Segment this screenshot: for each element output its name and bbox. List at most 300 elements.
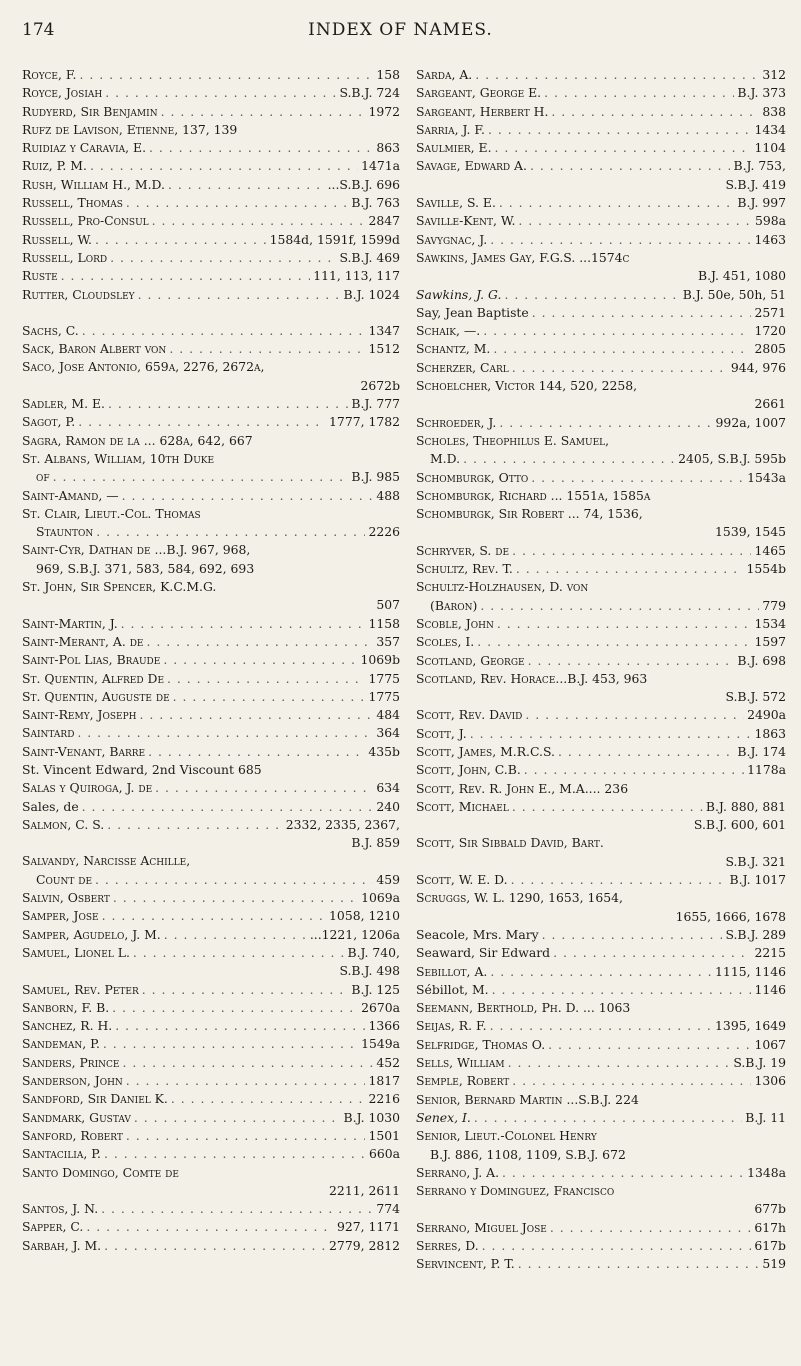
index-entry [22,1017,400,1035]
index-entry-ref: 488 [376,487,400,503]
index-entry-name: Sanderson, John [22,1073,123,1089]
index-entry-ref: 357 [376,633,400,649]
index-entry [416,889,786,926]
dot-leader [512,1072,751,1090]
index-entry [416,1072,786,1090]
index-column-right [416,66,786,1274]
index-entry-name: Samuel, Lionel L. [22,944,130,960]
index-entry-name: Salas y Quiroga, J. de [22,780,153,796]
index-entry-name: Ruste [22,268,58,284]
index-entry-ref: B.J. 985 [351,469,400,485]
dot-leader [110,249,336,267]
index-entry [416,578,786,615]
index-entry-ref: S.B.J. 469 [339,249,400,265]
dot-leader [95,231,267,249]
index-entry [22,578,400,615]
dot-leader [502,1164,744,1182]
dot-leader [463,450,675,468]
index-entry-ref: 2571 [754,304,786,320]
index-entry-name: Sanford, Robert [22,1127,123,1143]
dot-leader [113,889,358,907]
index-entry-continuation: S.B.J. 321 [725,853,786,869]
index-entry-name: Scott, Michael [416,798,509,814]
index-entry-ref: 779 [762,597,786,613]
index-entry-ref: 459 [376,871,400,887]
index-entry-continuation: 1539, 1545 [715,524,786,540]
index-entry-ref: 2216 [368,1091,400,1107]
dot-leader [470,725,752,743]
index-entry-name: Schomburgk, Sir Robert ... 74, 1536, [416,506,643,522]
index-entry [22,358,400,395]
index-entry-name: Savygnac, J. [416,231,488,247]
index-entry-name: Sargeant, George E. [416,85,542,101]
index-entry-name: Santos, J. N. [22,1201,99,1217]
dot-leader [524,761,744,779]
index-entry-name: Russell, Thomas [22,195,123,211]
dot-leader [161,103,366,121]
index-entry-continuation: S.B.J. 419 [725,176,786,192]
index-entry-name: Scotland, Rev. Horace...B.J. 453, 963 [416,670,648,686]
index-entry-name: Sawkins, J. G. [416,286,502,302]
index-entry-name: Ruiz, P. M. [22,158,87,174]
index-entry [416,286,786,304]
index-entry-name: Saco, Jose Antonio, 659a, 2276, 2672a, [22,359,265,375]
index-entry-ref: 1178a [747,762,786,778]
index-entry [22,724,400,742]
dot-leader [77,724,373,742]
dot-leader [532,304,752,322]
dot-leader [477,633,751,651]
index-entry-ref: 1395, 1649 [715,1018,786,1034]
index-entry-ref: 1347 [368,322,400,338]
index-entry-name: Russell, W. [22,231,92,247]
dot-leader [167,670,365,688]
dot-leader [512,359,728,377]
index-entry-name: Sadler, M. E. [22,396,105,412]
index-entry-ref: 484 [376,707,400,723]
index-entry-ref: 2805 [754,341,786,357]
index-entry-name: Seijas, R. F. [416,1018,487,1034]
index-column-left [22,66,400,1255]
index-entry [22,1237,400,1255]
index-entry [22,194,400,212]
index-entry-name: Scott, Rev. David [416,707,523,723]
dot-leader [482,1237,752,1255]
index-entry-name: Sarda, A. [416,67,473,82]
index-entry-continuation: B.J. 886, 1108, 1109, S.B.J. 672 [430,1146,626,1162]
dot-leader [518,212,752,230]
index-entry [416,1036,786,1054]
index-entry-ref: 1348a [747,1164,786,1180]
index-entry [22,541,400,578]
index-entry [22,651,400,669]
index-entry-name: Scott, W. E. D. [416,872,508,888]
index-entry-name: Scholes, Theophilus E. Samuel, [416,432,610,448]
index-entry [416,469,786,487]
index-entry-name: Sarbah, J. M. [22,1237,102,1253]
index-entry-ref: 617b [754,1238,786,1253]
index-entry-name: Senex, I. [416,1109,471,1125]
index-entry [416,249,786,286]
index-entry-name: St. Vincent Edward, 2nd Viscount 685 [22,761,262,777]
index-entry-ref: 598a [754,213,786,229]
index-entry-name: Saint-Pol Lias, Braude [22,652,161,668]
index-entry [416,706,786,724]
index-entry-ref: 2779, 2812 [329,1237,400,1253]
index-entry-ref: B.J. 698 [737,652,786,668]
index-entry-name: Saulmier, E. [416,140,492,156]
dot-leader [530,157,731,175]
index-entry [416,231,786,249]
index-entry-ref: 452 [376,1054,400,1070]
index-entry-ref: 1777, 1782 [329,414,400,430]
index-entry [22,413,400,431]
index-entry-ref: 1434 [754,121,786,137]
index-entry [416,999,786,1017]
dot-leader [138,286,341,304]
dot-leader [102,907,326,925]
dot-leader [475,66,759,84]
dot-leader [493,340,751,358]
index-entry-name: St. John, Sir Spencer, K.C.M.G. [22,579,217,595]
index-entry-name: Russell, Lord [22,249,108,265]
index-entry-continuation: Count de [36,871,93,887]
index-entry-ref: B.J. 11 [745,1109,786,1125]
index-entry-name: Schantz, M. [416,341,491,357]
index-entry-continuation: S.B.J. 572 [725,689,786,705]
index-entry-ref: 863 [376,140,400,156]
index-entry-name: Selfridge, Thomas O. [416,1036,546,1052]
index-entry-name: Sachs, C. [22,322,79,338]
index-entry [416,1109,786,1127]
dot-leader [542,926,723,944]
page-number: 174 [22,20,55,40]
index-entry-name: Sagot, P. [22,414,76,430]
index-entry-ref: ...1221, 1206a [309,926,400,942]
index-entry-continuation: 507 [376,597,400,613]
index-entry [22,798,400,816]
index-entry [416,1237,786,1255]
dot-leader [95,871,373,889]
index-entry-ref: 1543a [747,469,786,485]
index-entry [22,487,400,505]
index-entry-name: Senior, Lieut.-Colonel Henry [416,1128,597,1144]
index-entry-name: St. Albans, William, 10th Duke [22,450,215,466]
index-entry-continuation: of [36,469,50,485]
index-entry-ref: 660a [368,1146,400,1162]
index-entry [416,834,786,871]
dot-leader [148,743,365,761]
dot-leader [483,322,751,340]
index-entry-continuation: 677b [754,1201,786,1217]
index-entry [22,1200,400,1218]
index-entry-name: Semple, Robert [416,1073,510,1089]
index-entry [416,1091,786,1109]
index-entry-ref: 1817 [368,1073,400,1089]
index-entry-ref: 1554b [746,561,786,577]
dot-leader [499,414,712,432]
dot-leader [108,395,348,413]
index-entry-ref: B.J. 50e, 50h, 51 [682,286,786,302]
index-entry-ref: B.J. 1024 [343,286,400,302]
index-entry-name: Saville, S. E. [416,195,496,211]
index-entry [416,66,786,84]
index-entry-ref: 1465 [754,542,786,558]
index-entry-continuation: M.D. [430,451,461,467]
dot-leader [171,1090,366,1108]
index-entry [416,432,786,469]
index-entry [22,249,400,267]
dot-leader [107,816,282,834]
dot-leader [53,468,349,486]
dot-leader [492,981,752,999]
index-entry [22,1218,400,1236]
index-entry-name: Royce, F. [22,67,77,82]
index-entry-name: Scott, John, C.B. [416,762,521,778]
index-entry-ref: 2405, S.B.J. 595b [678,451,786,467]
index-entry-ref: ...S.B.J. 696 [327,176,400,192]
index-entry-ref: 2215 [754,945,786,961]
dot-leader [101,1200,373,1218]
index-entry [22,816,400,853]
index-entry [416,157,786,194]
dot-leader [126,1127,366,1145]
index-entry [22,688,400,706]
index-entry [416,414,786,432]
dot-leader [126,1072,366,1090]
index-entry [416,1164,786,1182]
dot-leader [112,999,358,1017]
index-entry [416,615,786,633]
index-entry-continuation: B.J. 859 [351,835,400,851]
index-entry [416,121,786,139]
index-entry-ref: B.J. 1017 [729,872,786,888]
index-entry [22,66,400,84]
dot-leader [79,66,373,84]
index-entry [416,542,786,560]
dot-leader [512,542,751,560]
index-entry-name: Royce, Josiah [22,85,103,101]
index-entry-name: Sanchez, R. H. [22,1018,113,1034]
index-entry-ref: 774 [376,1201,400,1217]
dot-leader [103,1035,358,1053]
index-entry-name: Sandeman, P. [22,1036,100,1052]
index-entry-name: Rufz de Lavison, Etienne, 137, 139 [22,121,238,137]
dot-leader [531,469,744,487]
index-entry-ref: 1146 [754,981,786,997]
index-entry [416,633,786,651]
index-entry [22,84,400,102]
index-entry [22,157,400,175]
index-entry [416,139,786,157]
index-entry-continuation: 2661 [754,396,786,412]
index-entry-name: Schomburgk, Otto [416,469,529,485]
index-entry-ref: 1366 [368,1018,400,1034]
dot-leader [163,651,357,669]
index-entry-continuation: Staunton [36,524,94,540]
index-entry-ref: 1067 [754,1036,786,1052]
dot-leader [474,1109,742,1127]
index-entry-ref: 240 [376,798,400,814]
dot-leader [499,194,735,212]
index-entry [416,212,786,230]
index-entry-name: Servincent, P. T. [416,1256,515,1272]
index-entry-ref: 944, 976 [730,359,786,375]
index-entry-ref: 1104 [754,140,786,156]
index-entry-ref: 364 [376,725,400,741]
dot-leader [82,322,366,340]
index-entry [22,505,400,542]
index-entry-ref: 1775 [368,670,400,686]
index-entry-name: Scruggs, W. L. 1290, 1653, 1654, [416,890,624,906]
index-entry-ref: 2226 [368,524,400,540]
dot-leader [173,688,366,706]
index-entry [416,377,786,414]
index-entry [22,1035,400,1053]
index-entry-name: Russell, Pro-Consul [22,213,149,229]
index-entry-ref: 1158 [368,615,400,631]
index-entry [416,1219,786,1237]
index-entry [416,652,786,670]
index-entry-name: Rudyerd, Sir Benjamin [22,103,158,119]
index-entry-ref: 2847 [368,213,400,229]
dot-leader [104,1237,326,1255]
dot-leader [525,706,744,724]
index-entry [416,1255,786,1273]
dot-leader [133,944,345,962]
index-entry [22,907,400,925]
index-entry-ref: B.J. 373 [737,85,786,101]
index-entry-name: Serres, D. [416,1238,479,1253]
index-entry-name: Santacilia, P. [22,1146,101,1162]
index-entry [22,1109,400,1127]
index-entry-name: Salmon, C. S. [22,816,105,832]
index-entry [416,743,786,761]
index-entry-name: Schultz, Rev. T. [416,561,513,577]
dot-leader [121,615,366,633]
index-entry [22,212,400,230]
index-entry-name: Samper, Agudelo, J. M. [22,926,161,942]
dot-leader [78,413,326,431]
index-entry-name: Sagra, Ramon de la ... 628a, 642, 667 [22,432,253,448]
index-entry [416,944,786,962]
index-entry-ref: 927, 1171 [336,1219,400,1235]
index-entry-name: Seaward, Sir Edward [416,945,551,961]
index-entry-ref: 1463 [754,231,786,247]
dot-leader [504,286,679,304]
index-entry-name: St. Quentin, Auguste de [22,688,170,704]
index-entry-ref: 1549a [361,1036,400,1052]
index-entry-ref: B.J. 740, [347,944,400,960]
index-entry-ref: B.J. 125 [351,981,400,997]
index-entry [416,1017,786,1035]
index-entry [22,139,400,157]
index-entry-name: Saint-Venant, Barre [22,743,146,759]
index-entry [22,779,400,797]
index-entry-name: Sanborn, F. B. [22,999,110,1015]
index-entry-name: Sapper, C. [22,1219,84,1235]
dot-leader [490,1017,712,1035]
dot-leader [518,1255,760,1273]
index-entry-name: Savage, Edward A. [416,158,527,174]
dot-leader [155,779,373,797]
index-entry-name: Sack, Baron Albert von [22,341,167,357]
dot-leader [61,267,311,285]
index-entry [416,487,786,505]
index-entry-ref: S.B.J. 19 [733,1055,786,1071]
index-entry-name: Scott, James, M.R.C.S. [416,743,555,759]
index-entry-name: Seemann, Berthold, Ph. D. ... 1063 [416,1000,631,1016]
index-entry [416,505,786,542]
index-entry-name: Sandford, Sir Daniel K. [22,1091,168,1107]
index-entry-continuation: 969, S.B.J. 371, 583, 584, 692, 693 [36,560,255,576]
index-entry-ref: B.J. 174 [737,743,786,759]
dot-leader [497,615,752,633]
index-entry-ref: 1501 [368,1127,400,1143]
index-entry [22,1145,400,1163]
dot-leader [495,139,752,157]
index-entry-ref: 1597 [754,634,786,650]
index-entry [22,1090,400,1108]
index-entry [416,340,786,358]
dot-leader [122,1054,373,1072]
index-entry-name: St. Quentin, Alfred De [22,670,165,686]
dot-leader [147,633,374,651]
index-entry-ref: 838 [762,103,786,119]
index-entry-name: Scherzer, Carl [416,359,509,375]
index-entry-ref: B.J. 777 [351,396,400,412]
running-head: INDEX OF NAMES. [308,20,493,40]
index-entry [22,926,400,944]
index-entry [416,780,786,798]
index-entry [416,761,786,779]
dot-leader [82,798,374,816]
dot-leader [96,523,365,541]
dot-leader [149,139,373,157]
index-entry-name: Rutter, Cloudsley [22,286,135,302]
index-entry-name: Say, Jean Baptiste [416,304,529,320]
index-entry-ref: 634 [376,780,400,796]
index-entry-name: Senior, Bernard Martin ...S.B.J. 224 [416,1091,639,1107]
index-entry-name: Sargeant, Herbert H. [416,103,549,119]
index-entry [22,999,400,1017]
index-entry [22,450,400,487]
index-entry [22,761,400,779]
dot-leader [134,1109,341,1127]
index-entry [22,176,400,194]
index-entry [416,963,786,981]
index-entry-name: Serrano, Miguel Jose [416,1219,547,1235]
index-entry [22,286,400,304]
index-entry [22,615,400,633]
index-entry [22,267,400,285]
index-entry-name: Salvandy, Narcisse Achille, [22,853,191,869]
index-entry [416,798,786,835]
index-entry-ref: 617h [754,1219,786,1235]
index-entry [22,322,400,340]
index-entry-name: Sanders, Prince [22,1054,120,1070]
index-entry-name: Scott, Sir Sibbald David, Bart. [416,835,604,851]
index-entry-name: Santo Domingo, Comte de [22,1164,179,1180]
index-entry [416,725,786,743]
dot-leader [480,597,759,615]
index-entry-name: Sebillot, A. [416,963,488,979]
index-entry-name: Saintard [22,725,75,741]
index-entry [22,670,400,688]
index-entry-ref: 1069a [361,890,400,906]
dot-leader [152,212,366,230]
index-entry-name: Salvin, Osbert [22,890,110,906]
